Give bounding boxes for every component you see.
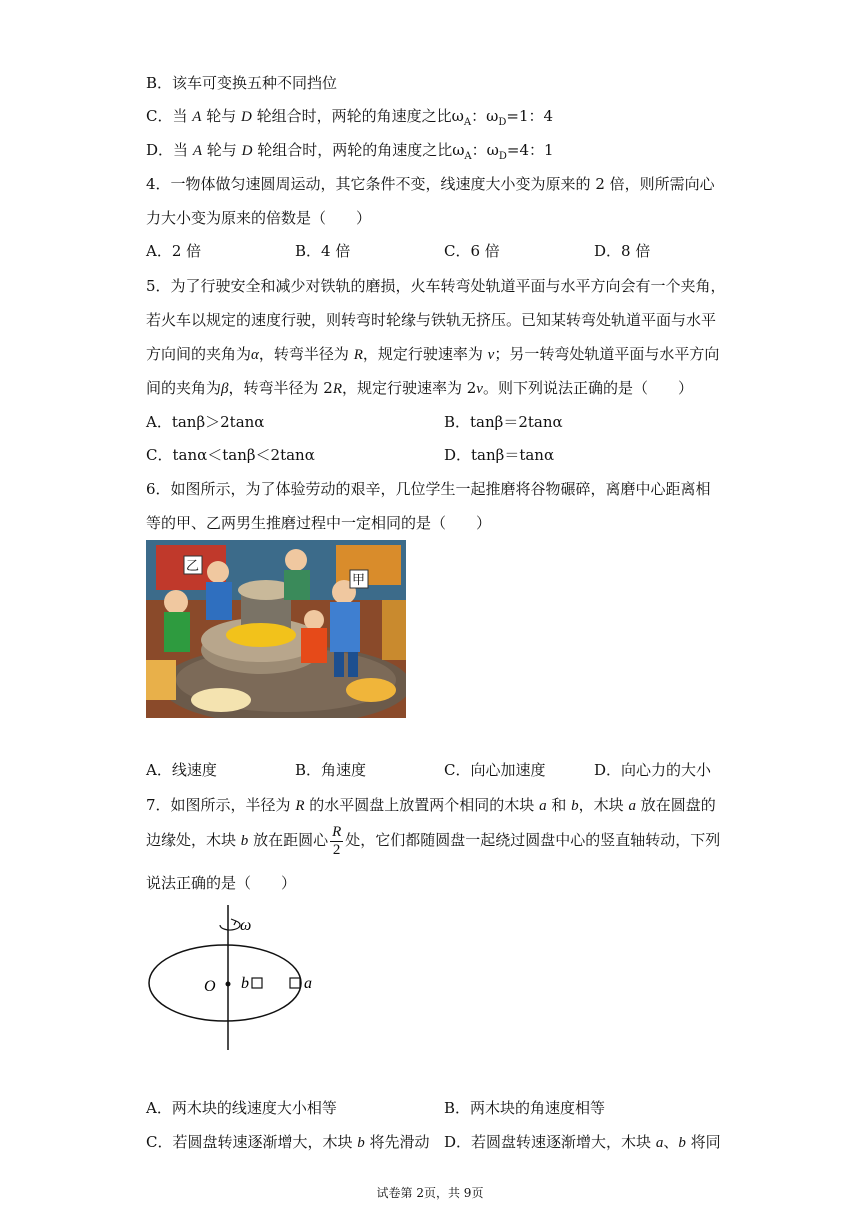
q6-option-b: B．角速度 — [295, 761, 367, 779]
q4-option-a: A．2 倍 — [146, 242, 202, 260]
rotating-disc-diagram — [140, 905, 340, 1055]
q5-stem-line1: 5．为了行驶安全和减少对铁轨的磨损，火车转弯处轨道平面与水平方向会有一个夹角， — [146, 277, 726, 295]
center-o-label: O — [204, 978, 216, 995]
q5-option-c: C．tanα＜tanβ＜2tanα — [146, 446, 315, 464]
q4-option-b: B．4 倍 — [295, 242, 351, 260]
q5-stem-line2: 若火车以规定的速度行驶，则转弯时轮缘与铁轨无挤压。已知某转弯处轨道平面与水平 — [146, 311, 717, 329]
q6-option-c: C．向心加速度 — [444, 761, 546, 779]
q7-option-a: A．两木块的线速度大小相等 — [146, 1099, 337, 1117]
q6-option-d: D．向心力的大小 — [594, 761, 712, 779]
omega-label: ω — [240, 917, 252, 934]
q3-option-b: B．该车可变换五种不同挡位 — [146, 74, 338, 92]
q7-option-c: C．若圆盘转速逐渐增大，木块 b 将先滑动 — [146, 1133, 430, 1151]
q5-stem-line3: 方向间的夹角为α，转弯半径为 R，规定行驶速率为 v；另一转弯处轨道平面与水平方向 — [146, 345, 720, 363]
r-over-2-fraction: $\frac{R}{2}$ — [332, 823, 342, 858]
q4-option-c: C．6 倍 — [444, 242, 500, 260]
block-b-label: b — [241, 975, 249, 992]
block-a-label: a — [304, 975, 312, 992]
q5-option-a: A．tanβ＞2tanα — [146, 413, 265, 431]
q6-stem-line1: 6．如图所示，为了体验劳动的艰辛，几位学生一起推磨将谷物碾碎，离磨中心距离相 — [146, 480, 711, 498]
q4-option-d: D．8 倍 — [594, 242, 651, 260]
q7-option-d: D．若圆盘转速逐渐增大，木块 a、b 将同 — [444, 1133, 721, 1151]
q7-stem-line2: 边缘处，木块 b 放在距圆心 $\frac{R}{2}$ 处，它们都随圆盘一起绕过圆盘中心的竖直轴转动，下列 — [146, 823, 721, 858]
q4-stem-line1: 4．一物体做匀速圆周运动，其它条件不变，线速度大小变为原来的 2 倍，则所需向心 — [146, 175, 715, 193]
q3-option-d: D．当 A 轮与 D 轮组合时，两轮的角速度之比$\omega_A$：$\omega_D=4$：1 — [146, 141, 554, 162]
q4-stem-line2: 力大小变为原来的倍数是（ ） — [146, 209, 372, 227]
q7-stem-line1: 7．如图所示，半径为 R 的水平圆盘上放置两个相同的木块 a 和 b，木块 a 放在圆盘的 — [146, 796, 716, 814]
label-yi: 乙 — [186, 559, 200, 574]
q5-stem-line4: 间的夹角为β，转弯半径为 2R，规定行驶速率为 2v。则下列说法正确的是（ ） — [146, 379, 693, 397]
label-jia: 甲 — [352, 573, 366, 588]
page-footer: 试卷第 2页，共 9页 — [376, 1186, 484, 1200]
q5-option-b: B．tanβ＝2tanα — [444, 413, 563, 431]
q6-stem-line2: 等的甲、乙两男生推磨过程中一定相同的是（ ） — [146, 514, 492, 532]
q7-stem-line3: 说法正确的是（ ） — [146, 874, 297, 892]
q6-option-a: A．线速度 — [146, 761, 217, 779]
millstone-illustration — [146, 540, 406, 718]
q7-option-b: B．两木块的角速度相等 — [444, 1099, 606, 1117]
q5-option-d: D．tanβ＝tanα — [444, 446, 555, 464]
q3-option-c: C．当 A 轮与 D 轮组合时，两轮的角速度之比$\omega_A$：$\omega_D=1$：4 — [146, 107, 554, 128]
